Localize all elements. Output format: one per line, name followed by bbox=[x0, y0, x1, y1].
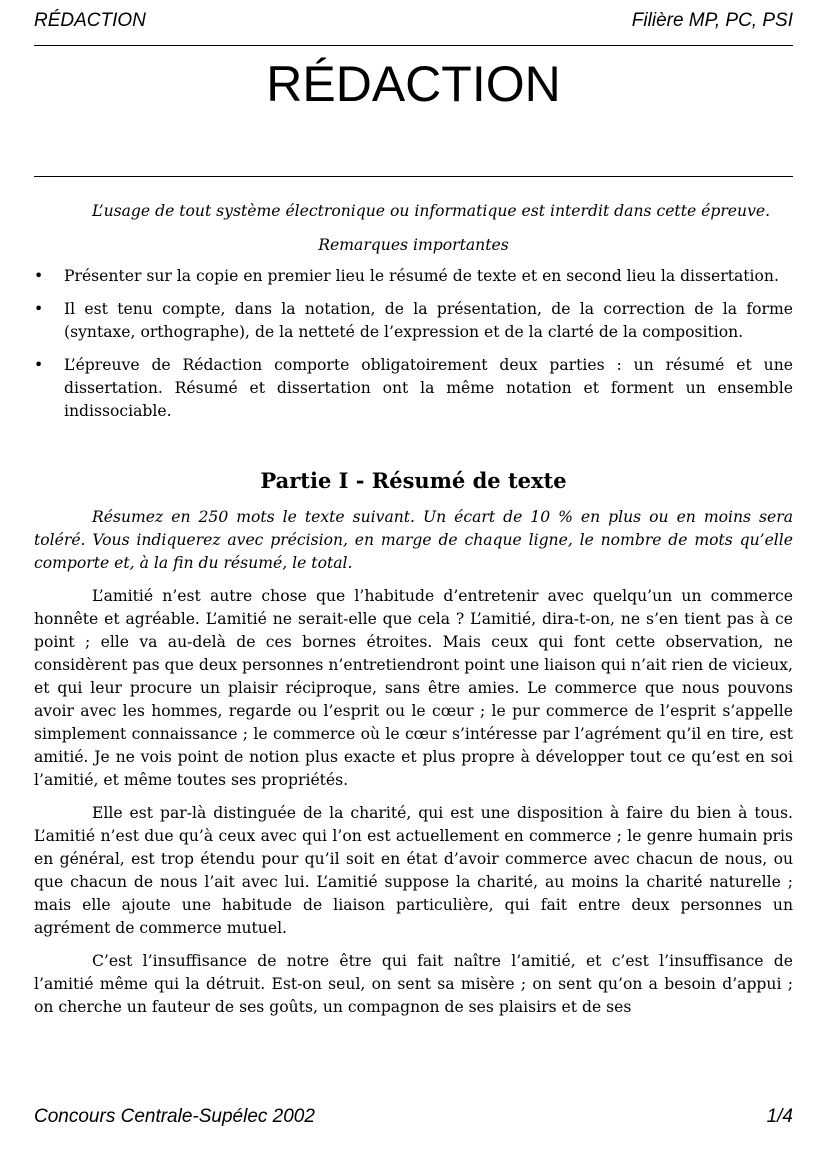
text-paragraph: L’amitié n’est autre chose que l’habitude d’entretenir avec quelqu’un un commerce honnête et agréable. L’amitié ne serait-elle que cela ? L’amitié, dira-t-on, ne s’en tient pas à ce point ; elle va au-delà de ces bornes étroites. Mais ceux qui font cette observation, ne considèrent pas que deux personnes n’entretiendront point une liaison qui n’ait rien de vicieux, et qui leur procure un plaisir réciproque, sans être amies. Le commerce que nous pouvons avoir avec les hommes, regarde ou l’esprit ou le cœur ; le pur commerce de l’esprit s’appelle simplement connaissance ; le commerce où le cœur s’intéresse par l’agrément qu’il en tire, est amitié. Je ne vois point de notion plus exacte et plus propre à développer tout ce qu’est en soi l’amitié, et même toutes ses propriétés. bbox=[34, 587, 793, 789]
instruction-text: L’usage de tout système électronique ou informatique est interdit dans cette épreuve. bbox=[92, 202, 771, 220]
remarque-text: L’épreuve de Rédaction comporte obligatoirement deux parties : un résumé et une dissertation. Résumé et dissertation ont la même notation et forment un ensemble indissociable. bbox=[64, 356, 793, 420]
document-body bbox=[34, 200, 793, 1019]
header-divider bbox=[34, 45, 793, 46]
title-divider bbox=[34, 176, 793, 177]
page-number: 1/4 bbox=[766, 1106, 793, 1127]
footer-concours: Concours Centrale-Supélec 2002 bbox=[34, 1106, 315, 1127]
list-item bbox=[34, 265, 793, 288]
remarque-text: Il est tenu compte, dans la notation, de la présentation, de la correction de la forme (syntaxe, orthographe), de la netteté de l’expression et de la clarté de la composition. bbox=[64, 300, 793, 341]
page-header bbox=[34, 10, 793, 38]
bullet-icon: • bbox=[34, 356, 44, 374]
remarques-title: Remarques importantes bbox=[318, 236, 509, 254]
page-footer bbox=[34, 1106, 793, 1132]
page-title: RÉDACTION bbox=[266, 56, 561, 112]
section-title: Partie I - Résumé de texte bbox=[260, 468, 567, 493]
consigne-text: Résumez en 250 mots le texte suivant. Un écart de 10 % en plus ou en moins sera toléré. Vous indiquerez avec précision, en marge de chaque ligne, le nombre de mots qu’elle comporte et, à la fin du résumé, le total. bbox=[34, 508, 793, 572]
remarque-text: Présenter sur la copie en premier lieu le résumé de texte et en second lieu la dissertation. bbox=[64, 267, 779, 285]
bullet-icon: • bbox=[34, 267, 44, 285]
list-item bbox=[34, 354, 793, 423]
header-filiere: Filière MP, PC, PSI bbox=[631, 10, 793, 31]
remarques-list bbox=[34, 265, 793, 423]
bullet-icon: • bbox=[34, 300, 44, 318]
list-item bbox=[34, 298, 793, 344]
header-subject: RÉDACTION bbox=[34, 10, 146, 31]
text-paragraph: Elle est par-là distinguée de la charité, qui est une disposition à faire du bien à tous. L’amitié n’est due qu’à ceux avec qui l’on est actuellement en commerce ; le genre humain pris en général, est trop étendu pour qu’il soit en état d’avoir commerce avec chacun de nous, ou que chacun de nous l’ait avec lui. L’amitié suppose la charité, au moins la charité naturelle ; mais elle ajoute une habitude de liaison particulière, qui fait entre deux personnes un agrément de commerce mutuel. bbox=[34, 804, 793, 937]
text-paragraph: C’est l’insuffisance de notre être qui fait naître l’amitié, et c’est l’insuffisance de l’amitié même qui la détruit. Est-on seul, on sent sa misère ; on sent qu’on a besoin d’appui ; on cherche un fauteur de ses goûts, un compagnon de ses plaisirs et de ses bbox=[34, 952, 793, 1016]
